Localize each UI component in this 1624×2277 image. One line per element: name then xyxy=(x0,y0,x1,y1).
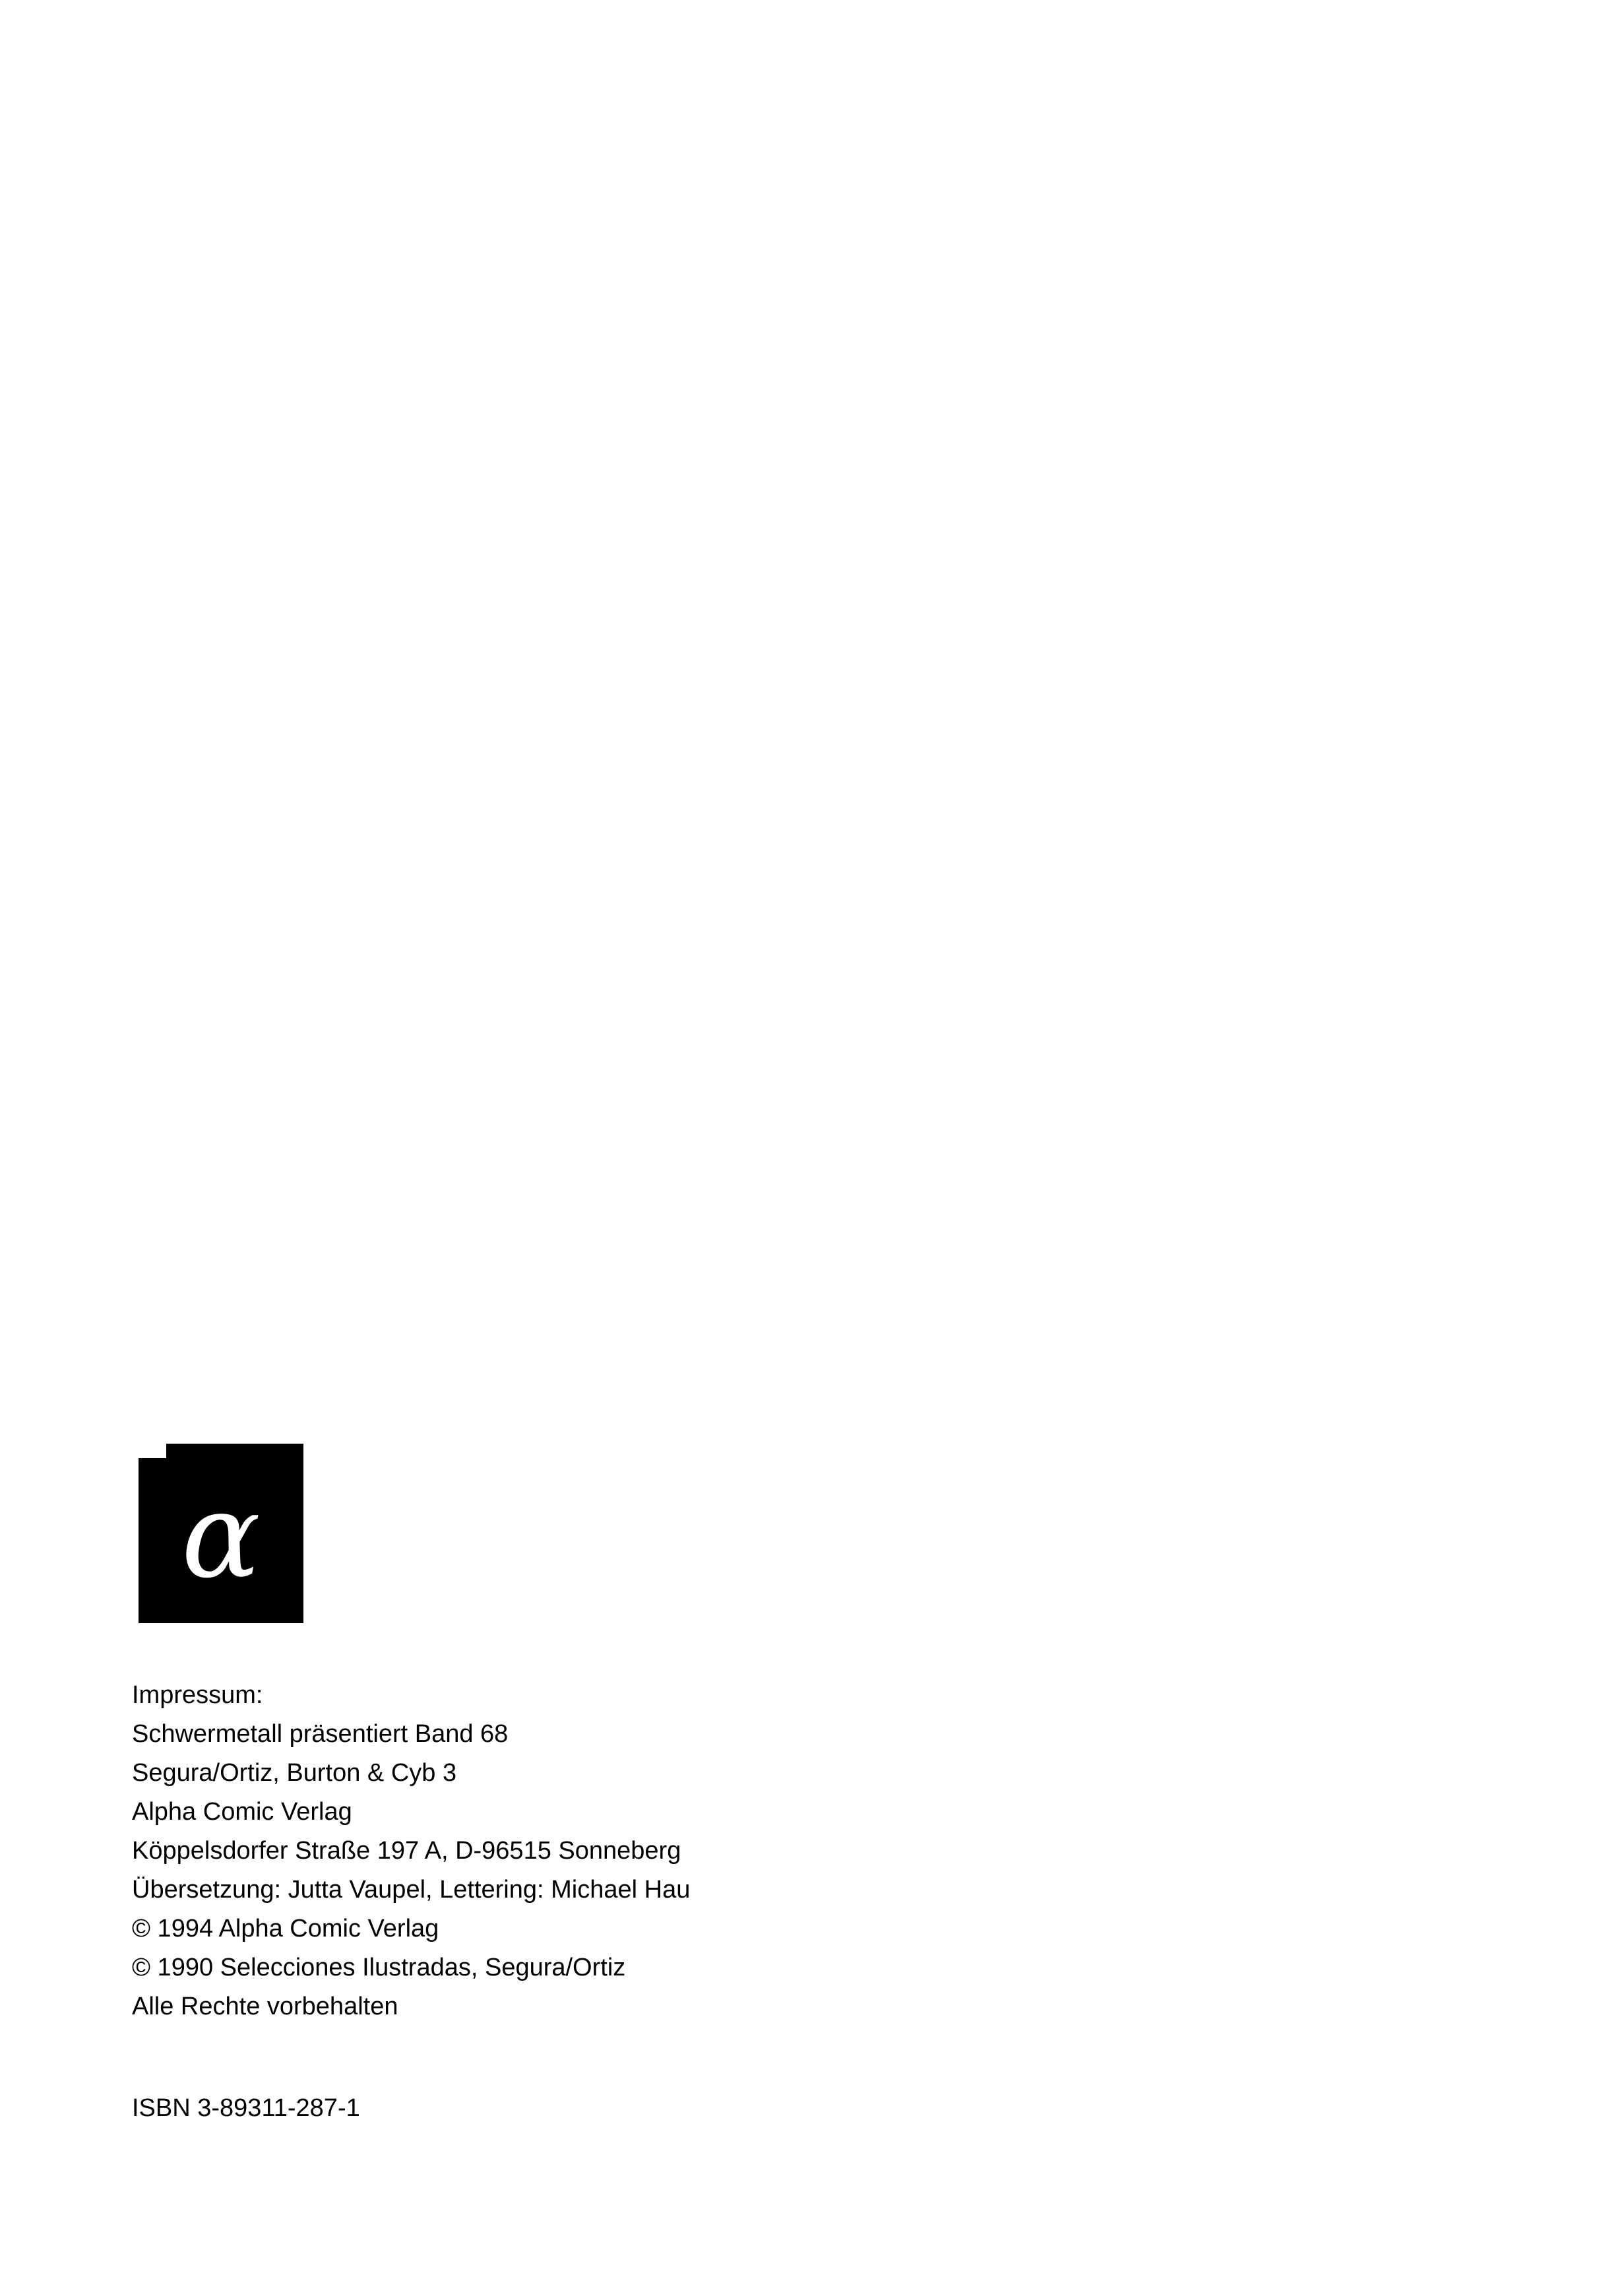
imprint-line-address: Köppelsdorfer Straße 197 A, D-96515 Sonneberg xyxy=(132,1837,681,1865)
imprint-heading: Impressum: xyxy=(132,1681,263,1709)
isbn-line: ISBN 3-89311-287-1 xyxy=(132,2094,360,2122)
imprint-line-authors: Segura/Ortiz, Burton & Cyb 3 xyxy=(132,1759,457,1787)
imprint-line-copyright-original: © 1990 Selecciones Ilustradas, Segura/Ortiz xyxy=(132,1954,626,1981)
imprint-line-title: Schwermetall präsentiert Band 68 xyxy=(132,1720,509,1748)
alpha-comic-verlag-logo xyxy=(139,1444,303,1623)
imprint-line-copyright-publisher: © 1994 Alpha Comic Verlag xyxy=(132,1915,439,1942)
alpha-glyph-icon: α xyxy=(181,1467,261,1604)
imprint-block xyxy=(132,1676,1055,2026)
imprint-line-publisher: Alpha Comic Verlag xyxy=(132,1798,352,1826)
imprint-line-rights: Alle Rechte vorbehalten xyxy=(132,1993,398,2020)
imprint-line-credits: Übersetzung: Jutta Vaupel, Lettering: Michael Hau xyxy=(132,1876,691,1904)
